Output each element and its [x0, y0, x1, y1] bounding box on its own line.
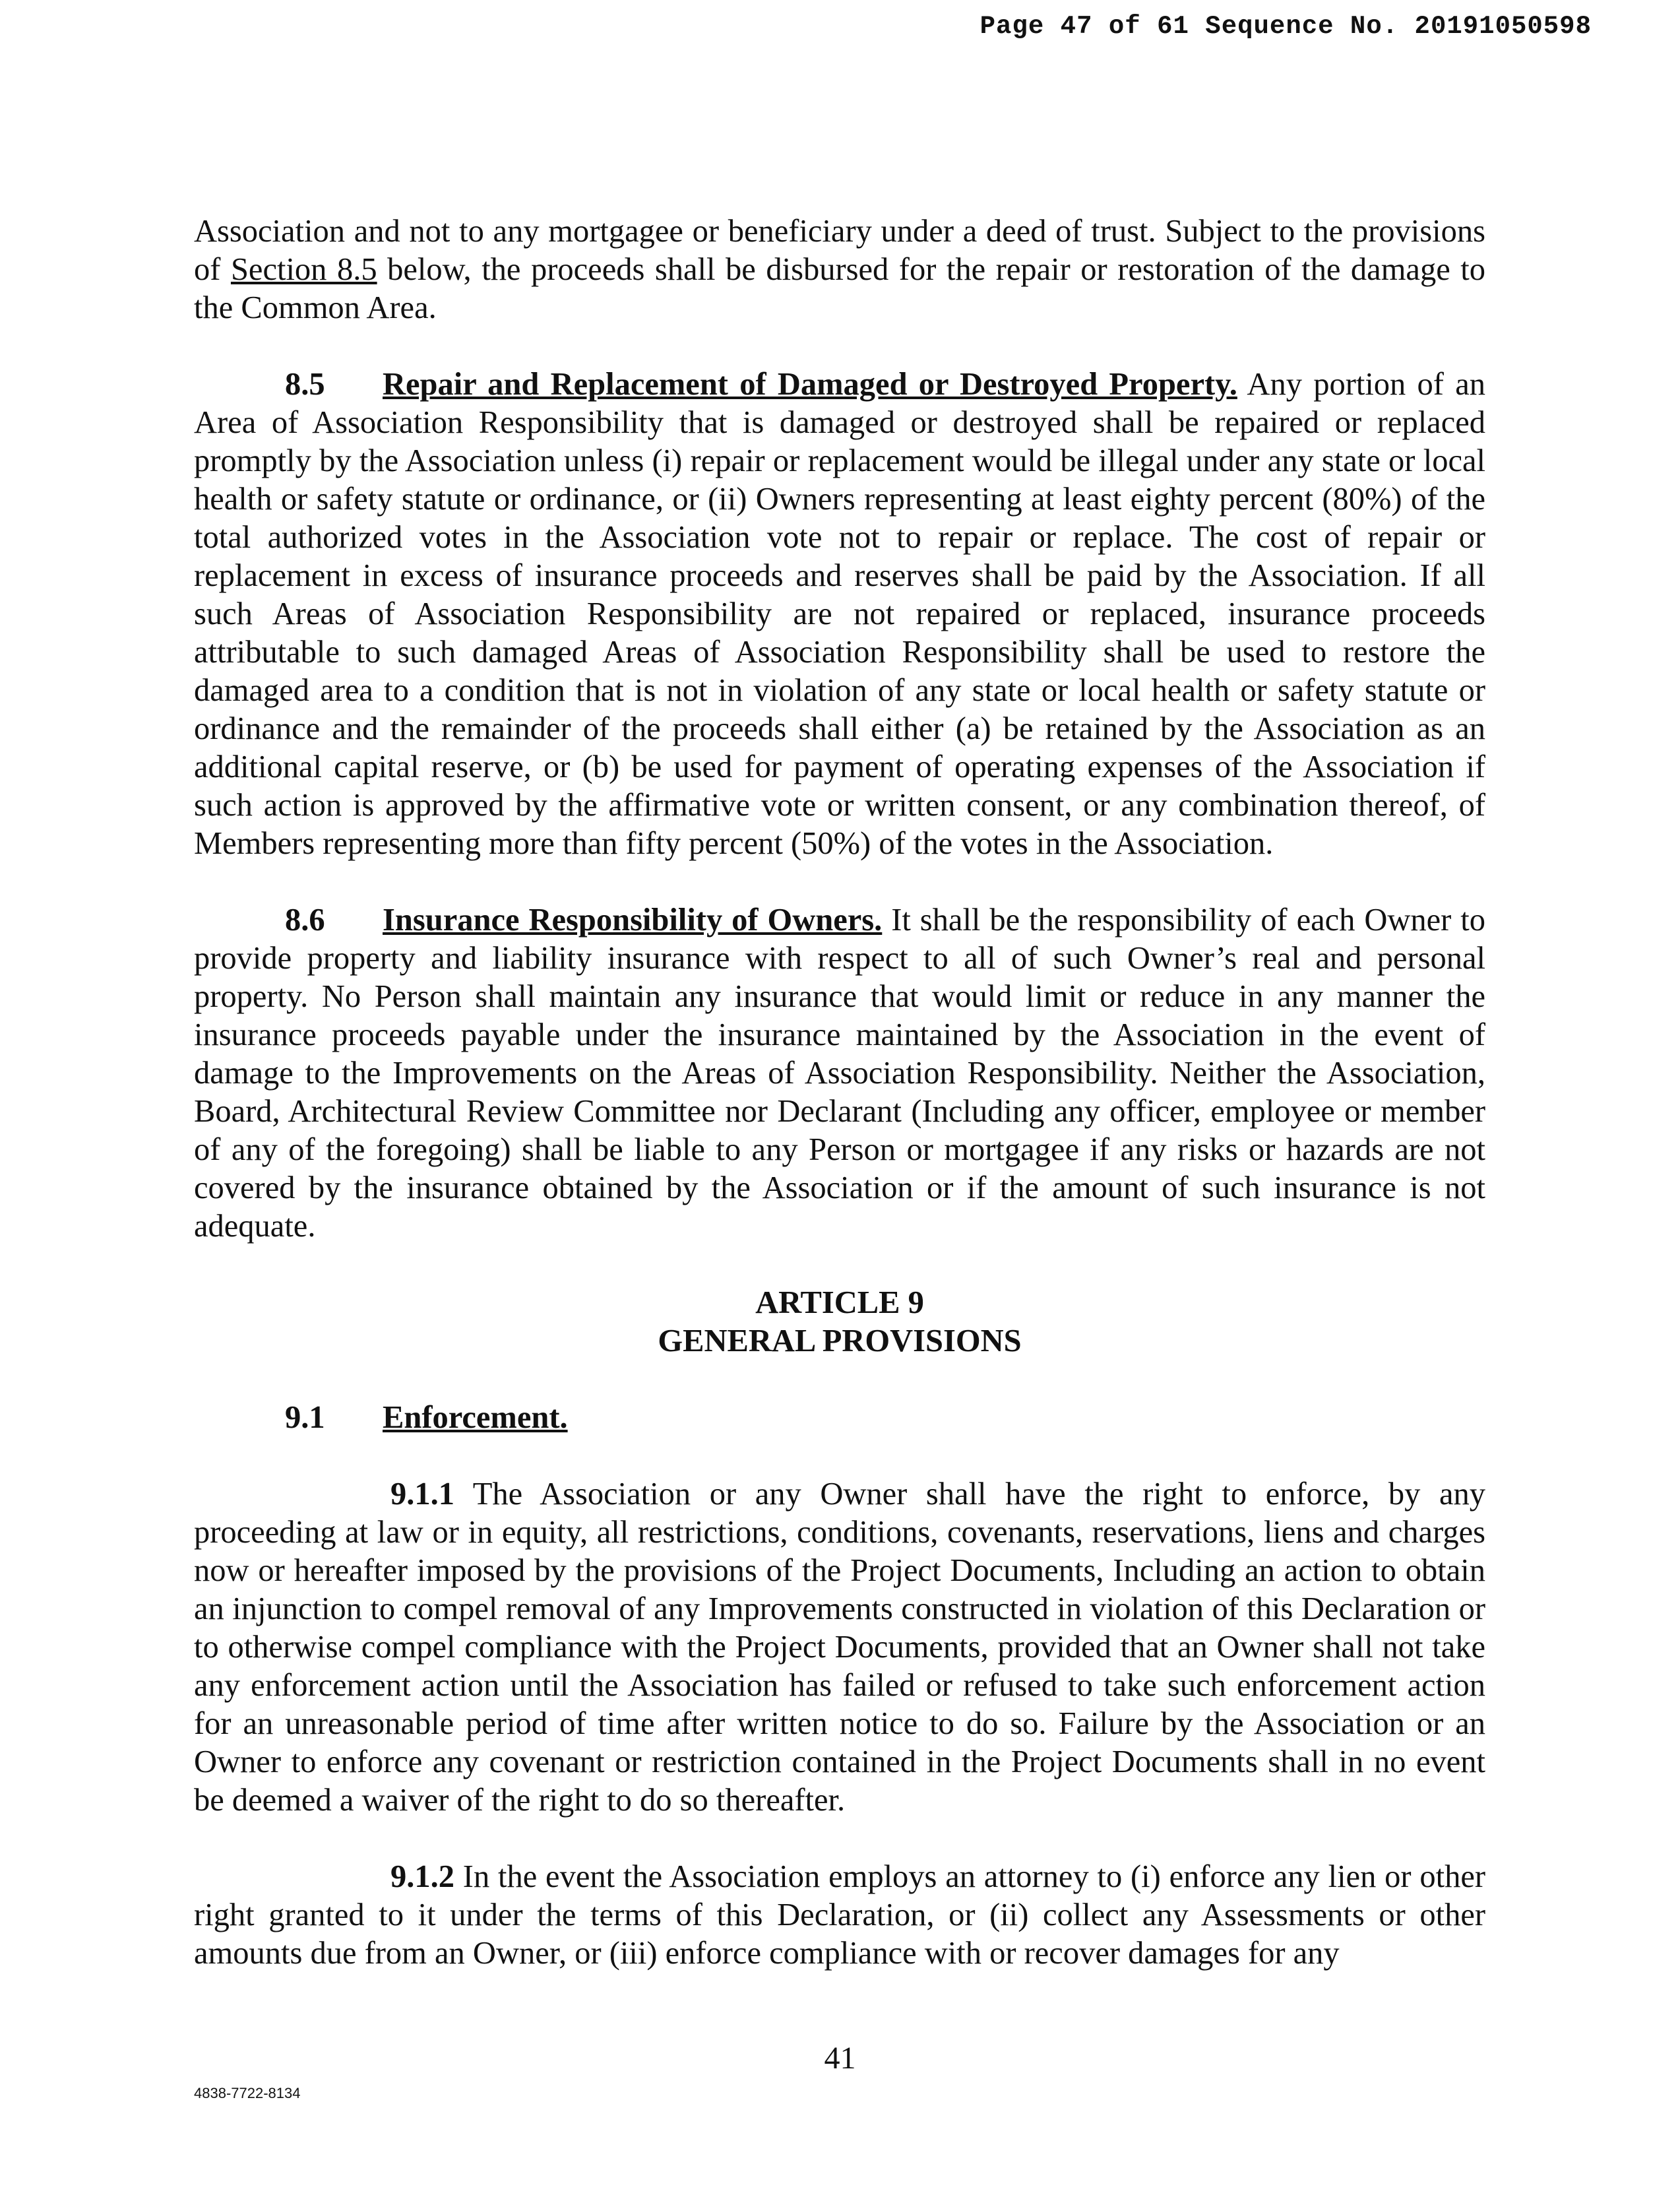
section-text: Any portion of an Area of Association Responsibility that is damaged or destroyed shall be repaired or replaced promptly by the Association unless (i) repair or replacement would be illegal under any state or local health or safety statute or ordinance, or (ii) Owners representing at least eighty percent (80%) of the total authorized votes in the Association vote not to repair or replace. The cost of repair or replacement in excess of insurance proceeds and reserves shall be paid by the Association. If all such Areas of Association Responsibility are not repaired or replaced, insurance proceeds attributable to such damaged Areas of Association Responsibility shall be used to restore the damaged area to a condition that is not in violation of any state or local health or safety statute or ordinance and the remainder of the proceeds shall either (a) be retained by the Association as an additional capital reserve, or (b) be used for payment of operating expenses of the Association if such action is approved by the affirmative vote or written consent, or any combination thereof, of Members representing more than fifty percent (50%) of the votes in the Association.	[194, 367, 1485, 861]
section-8-6-paragraph	[194, 901, 1485, 1246]
section-number: 8.6	[285, 903, 325, 938]
intro-paragraph	[194, 212, 1485, 327]
section-heading: Repair and Replacement of Damaged or Destroyed Property.	[383, 367, 1237, 402]
document-id: 4838-7722-8134	[194, 2085, 301, 2101]
intro-text-end: below, the proceeds shall be disbursed for the repair or restoration of the damage to the Common Area.	[194, 252, 1485, 325]
section-9-1-heading	[194, 1399, 1485, 1437]
subsection-number: 9.1.1	[390, 1477, 454, 1512]
section-8-5-paragraph	[194, 366, 1485, 863]
page-number: 41	[824, 2041, 856, 2076]
article-heading	[194, 1284, 1485, 1360]
section-number: 8.5	[285, 367, 325, 402]
article-number: ARTICLE 9	[755, 1285, 924, 1320]
subsection-text: The Association or any Owner shall have the right to enforce, by any proceeding at law or in equity, all restrictions, conditions, covenants, reservations, liens and charges now or hereafter imposed by the provisions of the Project Documents, Including an action to obtain an injunction to compel removal of any Improvements constructed in violation of this Declaration or to otherwise compel compliance with the Project Documents, provided that an Owner shall not take any enforcement action until the Association has failed or refused to take such enforcement action for an unreasonable period of time after written notice to do so. Failure by the Association or an Owner to enforce any covenant or restriction contained in the Project Documents shall in no event be deemed a waiver of the right to do so thereafter.	[194, 1477, 1485, 1818]
section-heading: Insurance Responsibility of Owners.	[383, 903, 883, 938]
subsection-9-1-2-paragraph	[194, 1858, 1485, 1973]
subsection-text: In the event the Association employs an attorney to (i) enforce any lien or other right granted to it under the terms of this Declaration, or (ii) collect any Assessments or other amounts due from an Owner, or (iii) enforce compliance with or recover damages for any	[194, 1859, 1485, 1971]
section-number: 9.1	[285, 1400, 325, 1435]
section-text: It shall be the responsibility of each Owner to provide property and liability insurance with respect to all of such Owner’s real and personal property. No Person shall maintain any insurance that would limit or reduce in any manner the insurance proceeds payable under the insurance maintained by the Association in the event of damage to the Improvements on the Areas of Association Responsibility. Neither the Association, Board, Architectural Review Committee nor Declarant (Including any officer, employee or member of any of the foregoing) shall be liable to any Person or mortgagee if any risks or hazards are not covered by the insurance obtained by the Association or if the amount of such insurance is not adequate.	[194, 903, 1485, 1244]
section-heading: Enforcement.	[383, 1400, 568, 1435]
intro-text-start: Association and not to any mortgagee or beneficiary under a deed of trust. Subject to the provisions of	[194, 214, 1485, 287]
subsection-number: 9.1.2	[390, 1859, 454, 1894]
section-8-5-reference: Section 8.5	[230, 252, 377, 287]
subsection-9-1-1-paragraph	[194, 1475, 1485, 1820]
document-body	[194, 212, 1485, 1973]
article-title: GENERAL PROVISIONS	[658, 1323, 1022, 1358]
recording-sequence-stamp: Page 47 of 61 Sequence No. 20191050598	[980, 12, 1592, 41]
